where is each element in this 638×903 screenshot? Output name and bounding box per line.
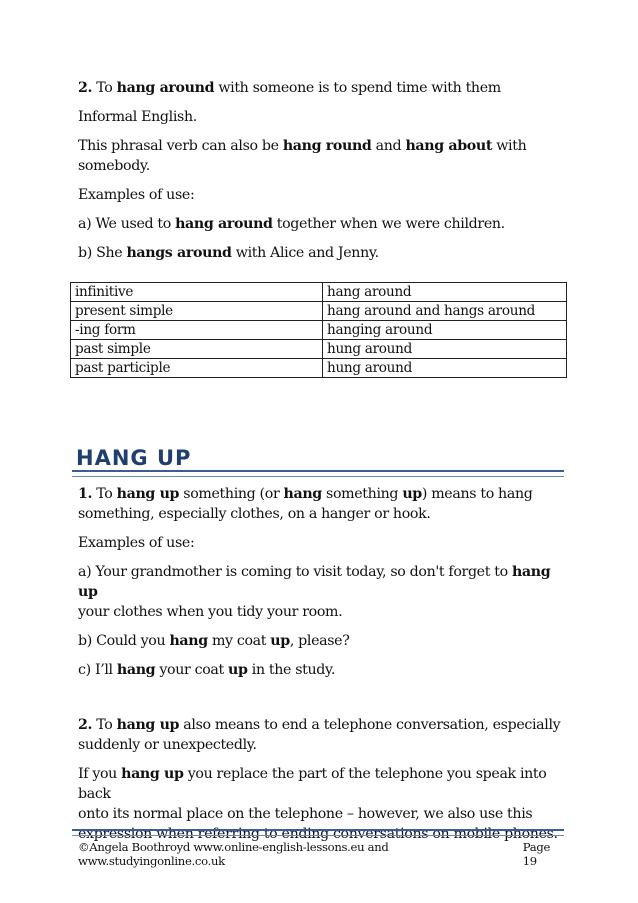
example-b: b) She hangs around with Alice and Jenny. [78,245,379,261]
footer-rule [72,829,564,836]
meaning-paragraph: 2. To hang around with someone is to spend time with them [78,80,501,96]
table-cell-form: past simple [71,340,323,359]
table-cell-form: past participle [71,359,323,378]
heading-underline [72,470,564,477]
table-cell-value: hang around and hangs around [323,302,567,321]
table-row [71,302,567,321]
table-row [71,359,567,378]
page-footer [78,840,566,868]
section-hang-up [78,484,568,844]
meaning-2-paragraph: 2. To hang up also means to end a telephone conversation, especially suddenly or unexpectedly. [78,717,561,753]
example-c: c) I’ll hang your coat up in the study. [78,662,335,678]
verb-forms-table [70,282,567,378]
table-cell-form: -ing form [71,321,323,340]
example-a: a) Your grandmother is coming to visit today, so don't forget to hang up your clothes when you tidy your room. [78,564,551,620]
section-heading: HANG UP [76,446,192,470]
meaning-1-paragraph: 1. To hang up something (or hang something up) means to hang something, especially clothes, on a hanger or hook. [78,486,533,522]
explanation-paragraph: If you hang up you replace the part of the telephone you speak into back onto its normal place on the telephone – however, we also use this expression when referring to ending conversations on mobile phones. [78,766,558,842]
examples-label: Examples of use: [78,535,195,551]
table-row [71,340,567,359]
table-cell-form: infinitive [71,283,323,302]
table-cell-value: hung around [323,340,567,359]
variants-paragraph: This phrasal verb can also be hang round and hang about with somebody. [78,138,527,174]
table-cell-value: hanging around [323,321,567,340]
register-note: Informal English. [78,109,197,125]
footer-credit: ©Angela Boothroyd www.online-english-lessons.eu and www.studyingonline.co.uk [78,840,389,868]
section-hang-around [78,78,568,263]
table-cell-form: present simple [71,302,323,321]
table-cell-value: hung around [323,359,567,378]
example-a: a) We used to hang around together when we were children. [78,216,505,232]
table-cell-value: hang around [323,283,567,302]
table-row [71,283,567,302]
table-row [71,321,567,340]
page-number: Page 19 [522,840,551,868]
example-b: b) Could you hang my coat up, please? [78,633,350,649]
examples-label: Examples of use: [78,187,195,203]
